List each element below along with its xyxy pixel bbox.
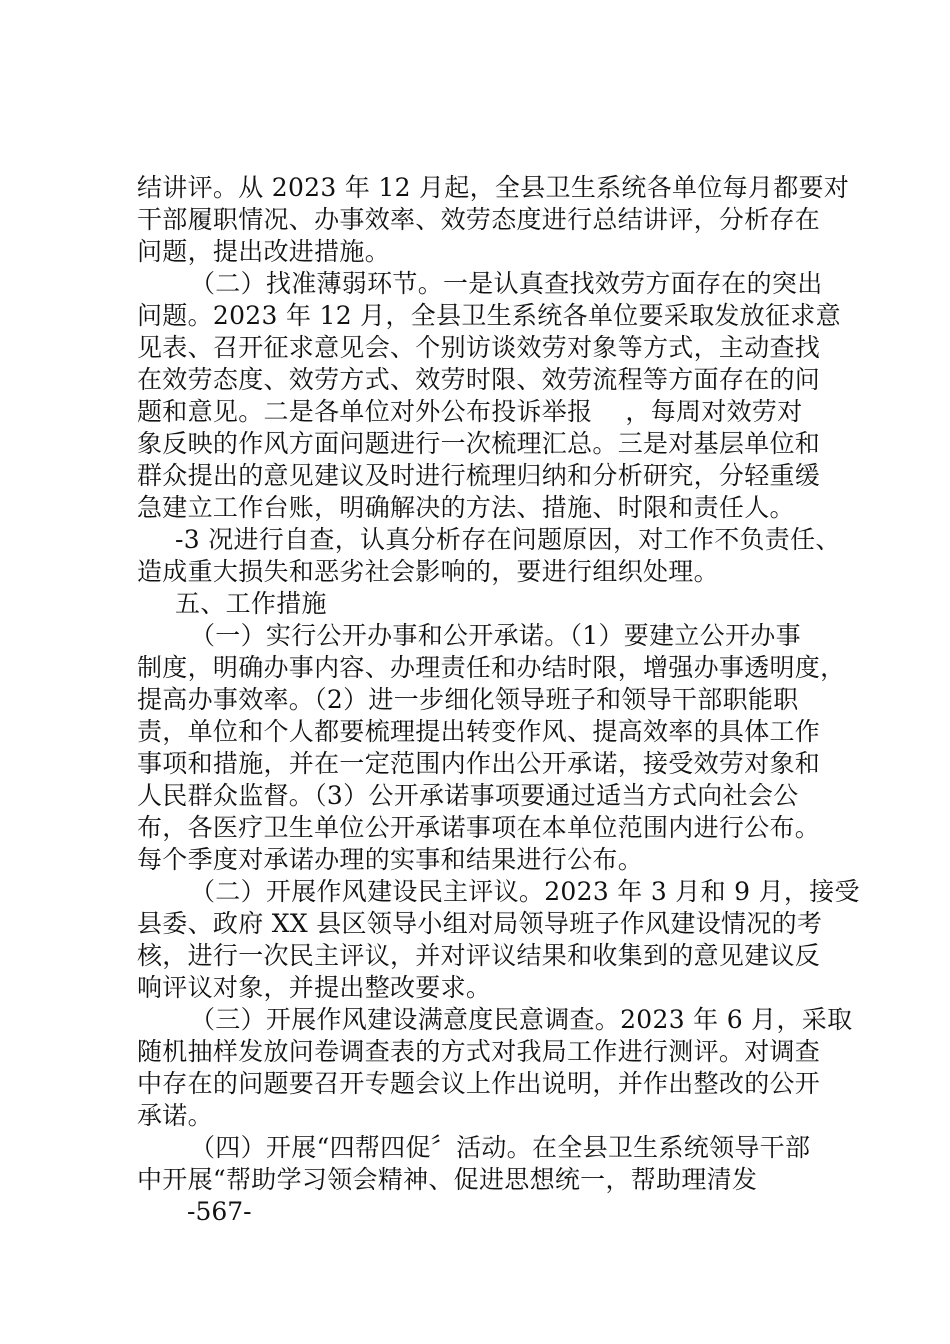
text-line: 制度，明确办事内容、办理责任和办结时限，增强办事透明度，: [137, 653, 846, 682]
text-line: 在效劳态度、效劳方式、效劳时限、效劳流程等方面存在的问: [137, 365, 821, 394]
text-line: 随机抽样发放问卷调查表的方式对我局工作进行测评。对调查: [137, 1037, 821, 1066]
text-line: 问题。2023 年 12 月，全县卫生系统各单位要采取发放征求意: [137, 301, 841, 330]
text-line: 提高办事效率。（2）进一步细化领导班子和领导干部职能职: [137, 685, 799, 714]
text-line: 事项和措施，并在一定范围内作出公开承诺，接受效劳对象和: [137, 749, 821, 778]
section-heading: 五、工作措施: [175, 589, 327, 618]
text-line: 干部履职情况、办事效率、效劳态度进行总结讲评，分析存在: [137, 205, 821, 234]
text-line: 人民群众监督。（3）公开承诺事项要通过适当方式向社会公: [137, 781, 799, 810]
text-line: -3 况进行自查，认真分析存在问题原因，对工作不负责任、: [175, 525, 841, 554]
text-line: （二）找准薄弱环节。一是认真查找效劳方面存在的突出: [190, 269, 823, 298]
text-line: 责，单位和个人都要梳理提出转变作风、提高效率的具体工作: [137, 717, 821, 746]
text-line: 每个季度对承诺办理的实事和结果进行公布。: [137, 845, 644, 874]
text-line: 造成重大损失和恶劣社会影响的，要进行组织处理。: [137, 557, 719, 586]
text-line: 见表、召开征求意见会、个别访谈效劳对象等方式，主动查找: [137, 333, 821, 362]
text-line: 布，各医疗卫生单位公开承诺事项在本单位范围内进行公布。: [137, 813, 821, 842]
text-line: （二）开展作风建设民主评议。2023 年 3 月和 9 月，接受: [190, 877, 860, 906]
text-line: 中存在的问题要召开专题会议上作出说明，并作出整改的公开: [137, 1069, 821, 1098]
page-number: -567-: [187, 1197, 252, 1226]
text-line: 问题，提出改进措施。: [137, 237, 391, 266]
text-line: 县委、政府 XX 县区领导小组对局领导班子作风建设情况的考: [137, 909, 823, 938]
text-line: 结讲评。从 2023 年 12 月起，全县卫生系统各单位每月都要对: [137, 173, 850, 202]
text-line: （一）实行公开办事和公开承诺。（1）要建立公开办事: [190, 621, 801, 650]
text-line: （四）开展“四帮四促〞活动。在全县卫生系统领导干部: [190, 1133, 811, 1162]
text-line: 群众提出的意见建议及时进行梳理归纳和分析研究，分轻重缓: [137, 461, 821, 490]
text-line: （三）开展作风建设满意度民意调查。2023 年 6 月，采取: [190, 1005, 853, 1034]
text-line: 中开展“帮助学习领会精神、促进思想统一，帮助理清发: [137, 1165, 758, 1194]
text-line: 题和意见。二是各单位对外公布投诉举报 ，每周对效劳对: [137, 397, 803, 426]
text-line: 急建立工作台账，明确解决的方法、措施、时限和责任人。: [137, 493, 795, 522]
text-line: 象反映的作风方面问题进行一次梳理汇总。三是对基层单位和: [137, 429, 821, 458]
text-line: 承诺。: [137, 1101, 213, 1130]
text-line: 响评议对象，并提出整改要求。: [137, 973, 492, 1002]
text-line: 核，进行一次民主评议，并对评议结果和收集到的意见建议反: [137, 941, 821, 970]
